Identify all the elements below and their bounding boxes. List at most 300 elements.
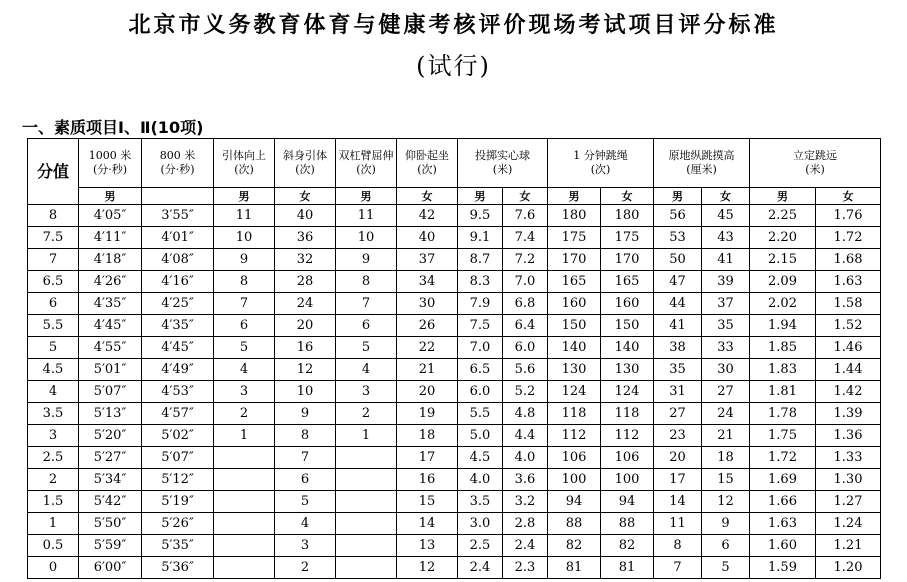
- value-cell: 170: [601, 249, 654, 271]
- value-cell: 112: [601, 425, 654, 447]
- value-cell: 4′11″: [79, 227, 142, 249]
- value-cell: 50: [654, 249, 702, 271]
- value-cell: [214, 469, 275, 491]
- value-cell: 8: [654, 535, 702, 557]
- value-cell: 7.9: [458, 293, 503, 315]
- value-cell: 2.25: [750, 205, 816, 227]
- value-cell: 10: [336, 227, 397, 249]
- value-cell: 9.5: [458, 205, 503, 227]
- col-header-jump-rope: 1 分钟跳绳 (次): [548, 139, 654, 188]
- col-header-pull-up: 引体向上 (次): [214, 139, 275, 188]
- value-cell: 43: [702, 227, 750, 249]
- col-header-vertical-jump: 原地纵跳摸高 (厘米): [654, 139, 750, 188]
- value-cell: 4′45″: [79, 315, 142, 337]
- gender-cell: 女: [816, 188, 881, 205]
- value-cell: 39: [702, 271, 750, 293]
- value-cell: 4′49″: [142, 359, 214, 381]
- value-cell: 140: [601, 337, 654, 359]
- value-cell: 1: [336, 425, 397, 447]
- value-cell: 1.36: [816, 425, 881, 447]
- col-header-dips: 双杠臂屈伸 (次): [336, 139, 397, 188]
- value-cell: 150: [601, 315, 654, 337]
- value-cell: 1.39: [816, 403, 881, 425]
- table-row: [28, 315, 881, 337]
- value-cell: 165: [548, 271, 601, 293]
- value-cell: 20: [654, 447, 702, 469]
- value-cell: 1.60: [750, 535, 816, 557]
- value-cell: 94: [601, 491, 654, 513]
- score-cell: 6: [28, 293, 79, 315]
- score-cell: 7.5: [28, 227, 79, 249]
- value-cell: 4′25″: [142, 293, 214, 315]
- value-cell: 1.20: [816, 557, 881, 579]
- value-cell: 140: [548, 337, 601, 359]
- table-row: [28, 227, 881, 249]
- value-cell: 22: [397, 337, 458, 359]
- value-cell: 118: [601, 403, 654, 425]
- value-cell: 1.44: [816, 359, 881, 381]
- value-cell: 6: [336, 315, 397, 337]
- score-cell: 1.5: [28, 491, 79, 513]
- value-cell: 9: [214, 249, 275, 271]
- value-cell: 5′50″: [79, 513, 142, 535]
- value-cell: 5′34″: [79, 469, 142, 491]
- value-cell: 7: [654, 557, 702, 579]
- value-cell: 21: [702, 425, 750, 447]
- value-cell: 44: [654, 293, 702, 315]
- value-cell: 5′35″: [142, 535, 214, 557]
- value-cell: 4: [275, 513, 336, 535]
- table-row: [28, 425, 881, 447]
- value-cell: 42: [397, 205, 458, 227]
- value-cell: 175: [548, 227, 601, 249]
- value-cell: [336, 513, 397, 535]
- gender-cell: 女: [275, 188, 336, 205]
- value-cell: 4′45″: [142, 337, 214, 359]
- table-row: [28, 469, 881, 491]
- value-cell: 6: [275, 469, 336, 491]
- value-cell: 12: [702, 491, 750, 513]
- value-cell: 1.27: [816, 491, 881, 513]
- value-cell: 81: [601, 557, 654, 579]
- value-cell: 5′01″: [79, 359, 142, 381]
- value-cell: 12: [275, 359, 336, 381]
- value-cell: 180: [548, 205, 601, 227]
- value-cell: 4: [214, 359, 275, 381]
- value-cell: 1.52: [816, 315, 881, 337]
- value-cell: 15: [397, 491, 458, 513]
- score-cell: 1: [28, 513, 79, 535]
- value-cell: 175: [601, 227, 654, 249]
- score-cell: 0.5: [28, 535, 79, 557]
- value-cell: 7.5: [458, 315, 503, 337]
- value-cell: 41: [702, 249, 750, 271]
- value-cell: 37: [397, 249, 458, 271]
- value-cell: 1.72: [750, 447, 816, 469]
- value-cell: 8: [214, 271, 275, 293]
- value-cell: 100: [601, 469, 654, 491]
- value-cell: 1.85: [750, 337, 816, 359]
- value-cell: 14: [397, 513, 458, 535]
- value-cell: 14: [654, 491, 702, 513]
- value-cell: 6.8: [503, 293, 548, 315]
- page-subtitle: (试行): [416, 52, 491, 80]
- value-cell: 11: [654, 513, 702, 535]
- value-cell: 1.46: [816, 337, 881, 359]
- value-cell: 9: [275, 403, 336, 425]
- value-cell: 5.2: [503, 381, 548, 403]
- value-cell: 20: [275, 315, 336, 337]
- value-cell: 4′08″: [142, 249, 214, 271]
- score-cell: 5.5: [28, 315, 79, 337]
- value-cell: 3: [336, 381, 397, 403]
- value-cell: 35: [654, 359, 702, 381]
- value-cell: 1.30: [816, 469, 881, 491]
- value-cell: 17: [397, 447, 458, 469]
- value-cell: 32: [275, 249, 336, 271]
- col-header-incline-pull-up: 斜身引体 (次): [275, 139, 336, 188]
- value-cell: 82: [548, 535, 601, 557]
- value-cell: 4′55″: [79, 337, 142, 359]
- value-cell: 4′57″: [142, 403, 214, 425]
- value-cell: 11: [336, 205, 397, 227]
- score-header: [28, 139, 79, 205]
- table-row: [28, 271, 881, 293]
- value-cell: 3.5: [458, 491, 503, 513]
- table-row: [28, 359, 881, 381]
- value-cell: 170: [548, 249, 601, 271]
- value-cell: 118: [548, 403, 601, 425]
- value-cell: 5: [336, 337, 397, 359]
- value-cell: 1.68: [816, 249, 881, 271]
- gender-cell: 男: [336, 188, 397, 205]
- value-cell: 56: [654, 205, 702, 227]
- col-header-standing-long-jump: 立定跳远 (米): [750, 139, 881, 188]
- page-title: 北京市义务教育体育与健康考核评价现场考试项目评分标准: [128, 13, 779, 38]
- value-cell: 3.2: [503, 491, 548, 513]
- value-cell: 2: [214, 403, 275, 425]
- score-cell: 4: [28, 381, 79, 403]
- table-row: [28, 337, 881, 359]
- value-cell: 37: [702, 293, 750, 315]
- gender-cell: [142, 188, 214, 205]
- value-cell: 18: [702, 447, 750, 469]
- value-cell: 130: [601, 359, 654, 381]
- gender-cell: 男: [458, 188, 503, 205]
- value-cell: 1.72: [816, 227, 881, 249]
- value-cell: 6.4: [503, 315, 548, 337]
- value-cell: 88: [601, 513, 654, 535]
- value-cell: 4: [336, 359, 397, 381]
- table-row: [28, 205, 881, 227]
- value-cell: 18: [397, 425, 458, 447]
- value-cell: 28: [275, 271, 336, 293]
- value-cell: 5′27″: [79, 447, 142, 469]
- col-header-medicine-ball: 投掷实心球 (米): [458, 139, 548, 188]
- value-cell: 2.5: [458, 535, 503, 557]
- gender-cell: 男: [214, 188, 275, 205]
- score-cell: 8: [28, 205, 79, 227]
- value-cell: 1.94: [750, 315, 816, 337]
- value-cell: 160: [601, 293, 654, 315]
- value-cell: 5′36″: [142, 557, 214, 579]
- value-cell: 6.0: [458, 381, 503, 403]
- value-cell: 4.4: [503, 425, 548, 447]
- value-cell: 7: [275, 447, 336, 469]
- value-cell: 4′35″: [142, 315, 214, 337]
- value-cell: 88: [548, 513, 601, 535]
- value-cell: 8.3: [458, 271, 503, 293]
- value-cell: 10: [275, 381, 336, 403]
- value-cell: 5′07″: [142, 447, 214, 469]
- value-cell: 4′01″: [142, 227, 214, 249]
- score-cell: 3: [28, 425, 79, 447]
- table-row: [28, 249, 881, 271]
- value-cell: [336, 469, 397, 491]
- value-cell: 24: [702, 403, 750, 425]
- gender-row: [28, 188, 881, 205]
- value-cell: 6: [702, 535, 750, 557]
- gender-cell: 女: [397, 188, 458, 205]
- value-cell: [214, 557, 275, 579]
- header-row: [28, 139, 881, 188]
- value-cell: 16: [275, 337, 336, 359]
- value-cell: 5′59″: [79, 535, 142, 557]
- value-cell: 1.63: [816, 271, 881, 293]
- value-cell: 3.6: [503, 469, 548, 491]
- value-cell: 34: [397, 271, 458, 293]
- value-cell: [336, 557, 397, 579]
- value-cell: 36: [275, 227, 336, 249]
- value-cell: 24: [275, 293, 336, 315]
- value-cell: 82: [601, 535, 654, 557]
- value-cell: 7.6: [503, 205, 548, 227]
- value-cell: 20: [397, 381, 458, 403]
- value-cell: 2.15: [750, 249, 816, 271]
- value-cell: 2.20: [750, 227, 816, 249]
- col-header-1000m: 1000 米 (分·秒): [79, 139, 142, 188]
- value-cell: 1.21: [816, 535, 881, 557]
- score-cell: 6.5: [28, 271, 79, 293]
- value-cell: 1.24: [816, 513, 881, 535]
- table-row: [28, 381, 881, 403]
- value-cell: 5: [702, 557, 750, 579]
- score-cell: 2: [28, 469, 79, 491]
- value-cell: 1.42: [816, 381, 881, 403]
- value-cell: 53: [654, 227, 702, 249]
- value-cell: 27: [702, 381, 750, 403]
- value-cell: 38: [654, 337, 702, 359]
- table-row: [28, 491, 881, 513]
- value-cell: 100: [548, 469, 601, 491]
- value-cell: 2.3: [503, 557, 548, 579]
- value-cell: 1: [214, 425, 275, 447]
- value-cell: 3: [275, 535, 336, 557]
- section-heading: 一、素质项目Ⅰ、Ⅱ(10项): [22, 118, 204, 137]
- value-cell: 5.5: [458, 403, 503, 425]
- value-cell: 33: [702, 337, 750, 359]
- value-cell: [336, 535, 397, 557]
- value-cell: 12: [397, 557, 458, 579]
- value-cell: 106: [601, 447, 654, 469]
- gender-cell: 男: [79, 188, 142, 205]
- value-cell: 4.0: [503, 447, 548, 469]
- col-header-sit-up: 仰卧起坐 (次): [397, 139, 458, 188]
- gender-cell: 女: [503, 188, 548, 205]
- value-cell: 7.4: [503, 227, 548, 249]
- value-cell: 4′53″: [142, 381, 214, 403]
- value-cell: 7.0: [503, 271, 548, 293]
- value-cell: 41: [654, 315, 702, 337]
- value-cell: 15: [702, 469, 750, 491]
- value-cell: 1.63: [750, 513, 816, 535]
- value-cell: 16: [397, 469, 458, 491]
- value-cell: 1.33: [816, 447, 881, 469]
- value-cell: 165: [601, 271, 654, 293]
- value-cell: 3′55″: [142, 205, 214, 227]
- value-cell: 1.69: [750, 469, 816, 491]
- gender-cell: 女: [702, 188, 750, 205]
- value-cell: 7.2: [503, 249, 548, 271]
- value-cell: 40: [397, 227, 458, 249]
- value-cell: 106: [548, 447, 601, 469]
- value-cell: 4′18″: [79, 249, 142, 271]
- value-cell: 30: [397, 293, 458, 315]
- gender-cell: 女: [601, 188, 654, 205]
- value-cell: 27: [654, 403, 702, 425]
- gender-cell: 男: [548, 188, 601, 205]
- value-cell: 5.6: [503, 359, 548, 381]
- value-cell: 6.5: [458, 359, 503, 381]
- col-header-800m: 800 米 (分·秒): [142, 139, 214, 188]
- table-row: [28, 513, 881, 535]
- score-header-text: 分值: [36, 161, 69, 181]
- value-cell: [214, 513, 275, 535]
- value-cell: 2.8: [503, 513, 548, 535]
- value-cell: 4.8: [503, 403, 548, 425]
- value-cell: 19: [397, 403, 458, 425]
- value-cell: 30: [702, 359, 750, 381]
- value-cell: 180: [601, 205, 654, 227]
- value-cell: 8: [275, 425, 336, 447]
- value-cell: 5′26″: [142, 513, 214, 535]
- value-cell: 4′35″: [79, 293, 142, 315]
- value-cell: 26: [397, 315, 458, 337]
- value-cell: 1.76: [816, 205, 881, 227]
- value-cell: 6′00″: [79, 557, 142, 579]
- value-cell: 35: [702, 315, 750, 337]
- scoring-table: [27, 138, 881, 579]
- value-cell: 2.4: [503, 535, 548, 557]
- score-cell: 3.5: [28, 403, 79, 425]
- value-cell: 40: [275, 205, 336, 227]
- value-cell: [336, 491, 397, 513]
- value-cell: 31: [654, 381, 702, 403]
- value-cell: 11: [214, 205, 275, 227]
- gender-cell: 男: [750, 188, 816, 205]
- value-cell: 6.0: [503, 337, 548, 359]
- value-cell: 1.75: [750, 425, 816, 447]
- value-cell: 3.0: [458, 513, 503, 535]
- table-row: [28, 535, 881, 557]
- value-cell: 10: [214, 227, 275, 249]
- value-cell: 6: [214, 315, 275, 337]
- value-cell: 81: [548, 557, 601, 579]
- value-cell: [336, 447, 397, 469]
- value-cell: 9.1: [458, 227, 503, 249]
- value-cell: 13: [397, 535, 458, 557]
- score-cell: 0: [28, 557, 79, 579]
- value-cell: 9: [702, 513, 750, 535]
- value-cell: 5′19″: [142, 491, 214, 513]
- value-cell: 5′07″: [79, 381, 142, 403]
- value-cell: 3: [214, 381, 275, 403]
- value-cell: 1.83: [750, 359, 816, 381]
- score-cell: 2.5: [28, 447, 79, 469]
- value-cell: [214, 447, 275, 469]
- table-row: [28, 557, 881, 579]
- value-cell: 4.0: [458, 469, 503, 491]
- value-cell: 150: [548, 315, 601, 337]
- value-cell: 7: [214, 293, 275, 315]
- value-cell: 45: [702, 205, 750, 227]
- value-cell: 1.58: [816, 293, 881, 315]
- value-cell: 5.0: [458, 425, 503, 447]
- value-cell: 4′05″: [79, 205, 142, 227]
- value-cell: 23: [654, 425, 702, 447]
- gender-cell: 男: [654, 188, 702, 205]
- value-cell: 5: [275, 491, 336, 513]
- value-cell: 2.4: [458, 557, 503, 579]
- value-cell: 5: [214, 337, 275, 359]
- value-cell: 4′26″: [79, 271, 142, 293]
- value-cell: 1.78: [750, 403, 816, 425]
- value-cell: 8.7: [458, 249, 503, 271]
- score-cell: 7: [28, 249, 79, 271]
- value-cell: 5′12″: [142, 469, 214, 491]
- value-cell: 5′02″: [142, 425, 214, 447]
- value-cell: 160: [548, 293, 601, 315]
- value-cell: 5′42″: [79, 491, 142, 513]
- value-cell: 112: [548, 425, 601, 447]
- value-cell: 7.0: [458, 337, 503, 359]
- value-cell: 7: [336, 293, 397, 315]
- value-cell: 94: [548, 491, 601, 513]
- value-cell: 8: [336, 271, 397, 293]
- table-row: [28, 403, 881, 425]
- value-cell: 4.5: [458, 447, 503, 469]
- table-body: [28, 205, 881, 579]
- value-cell: 47: [654, 271, 702, 293]
- value-cell: 2.09: [750, 271, 816, 293]
- value-cell: 2: [336, 403, 397, 425]
- value-cell: 124: [601, 381, 654, 403]
- value-cell: 5′13″: [79, 403, 142, 425]
- value-cell: 1.81: [750, 381, 816, 403]
- value-cell: 1.66: [750, 491, 816, 513]
- value-cell: [214, 491, 275, 513]
- value-cell: 17: [654, 469, 702, 491]
- value-cell: [214, 535, 275, 557]
- value-cell: 1.59: [750, 557, 816, 579]
- value-cell: 4′16″: [142, 271, 214, 293]
- value-cell: 124: [548, 381, 601, 403]
- score-cell: 4.5: [28, 359, 79, 381]
- table-row: [28, 293, 881, 315]
- table-row: [28, 447, 881, 469]
- value-cell: 2: [275, 557, 336, 579]
- score-cell: 5: [28, 337, 79, 359]
